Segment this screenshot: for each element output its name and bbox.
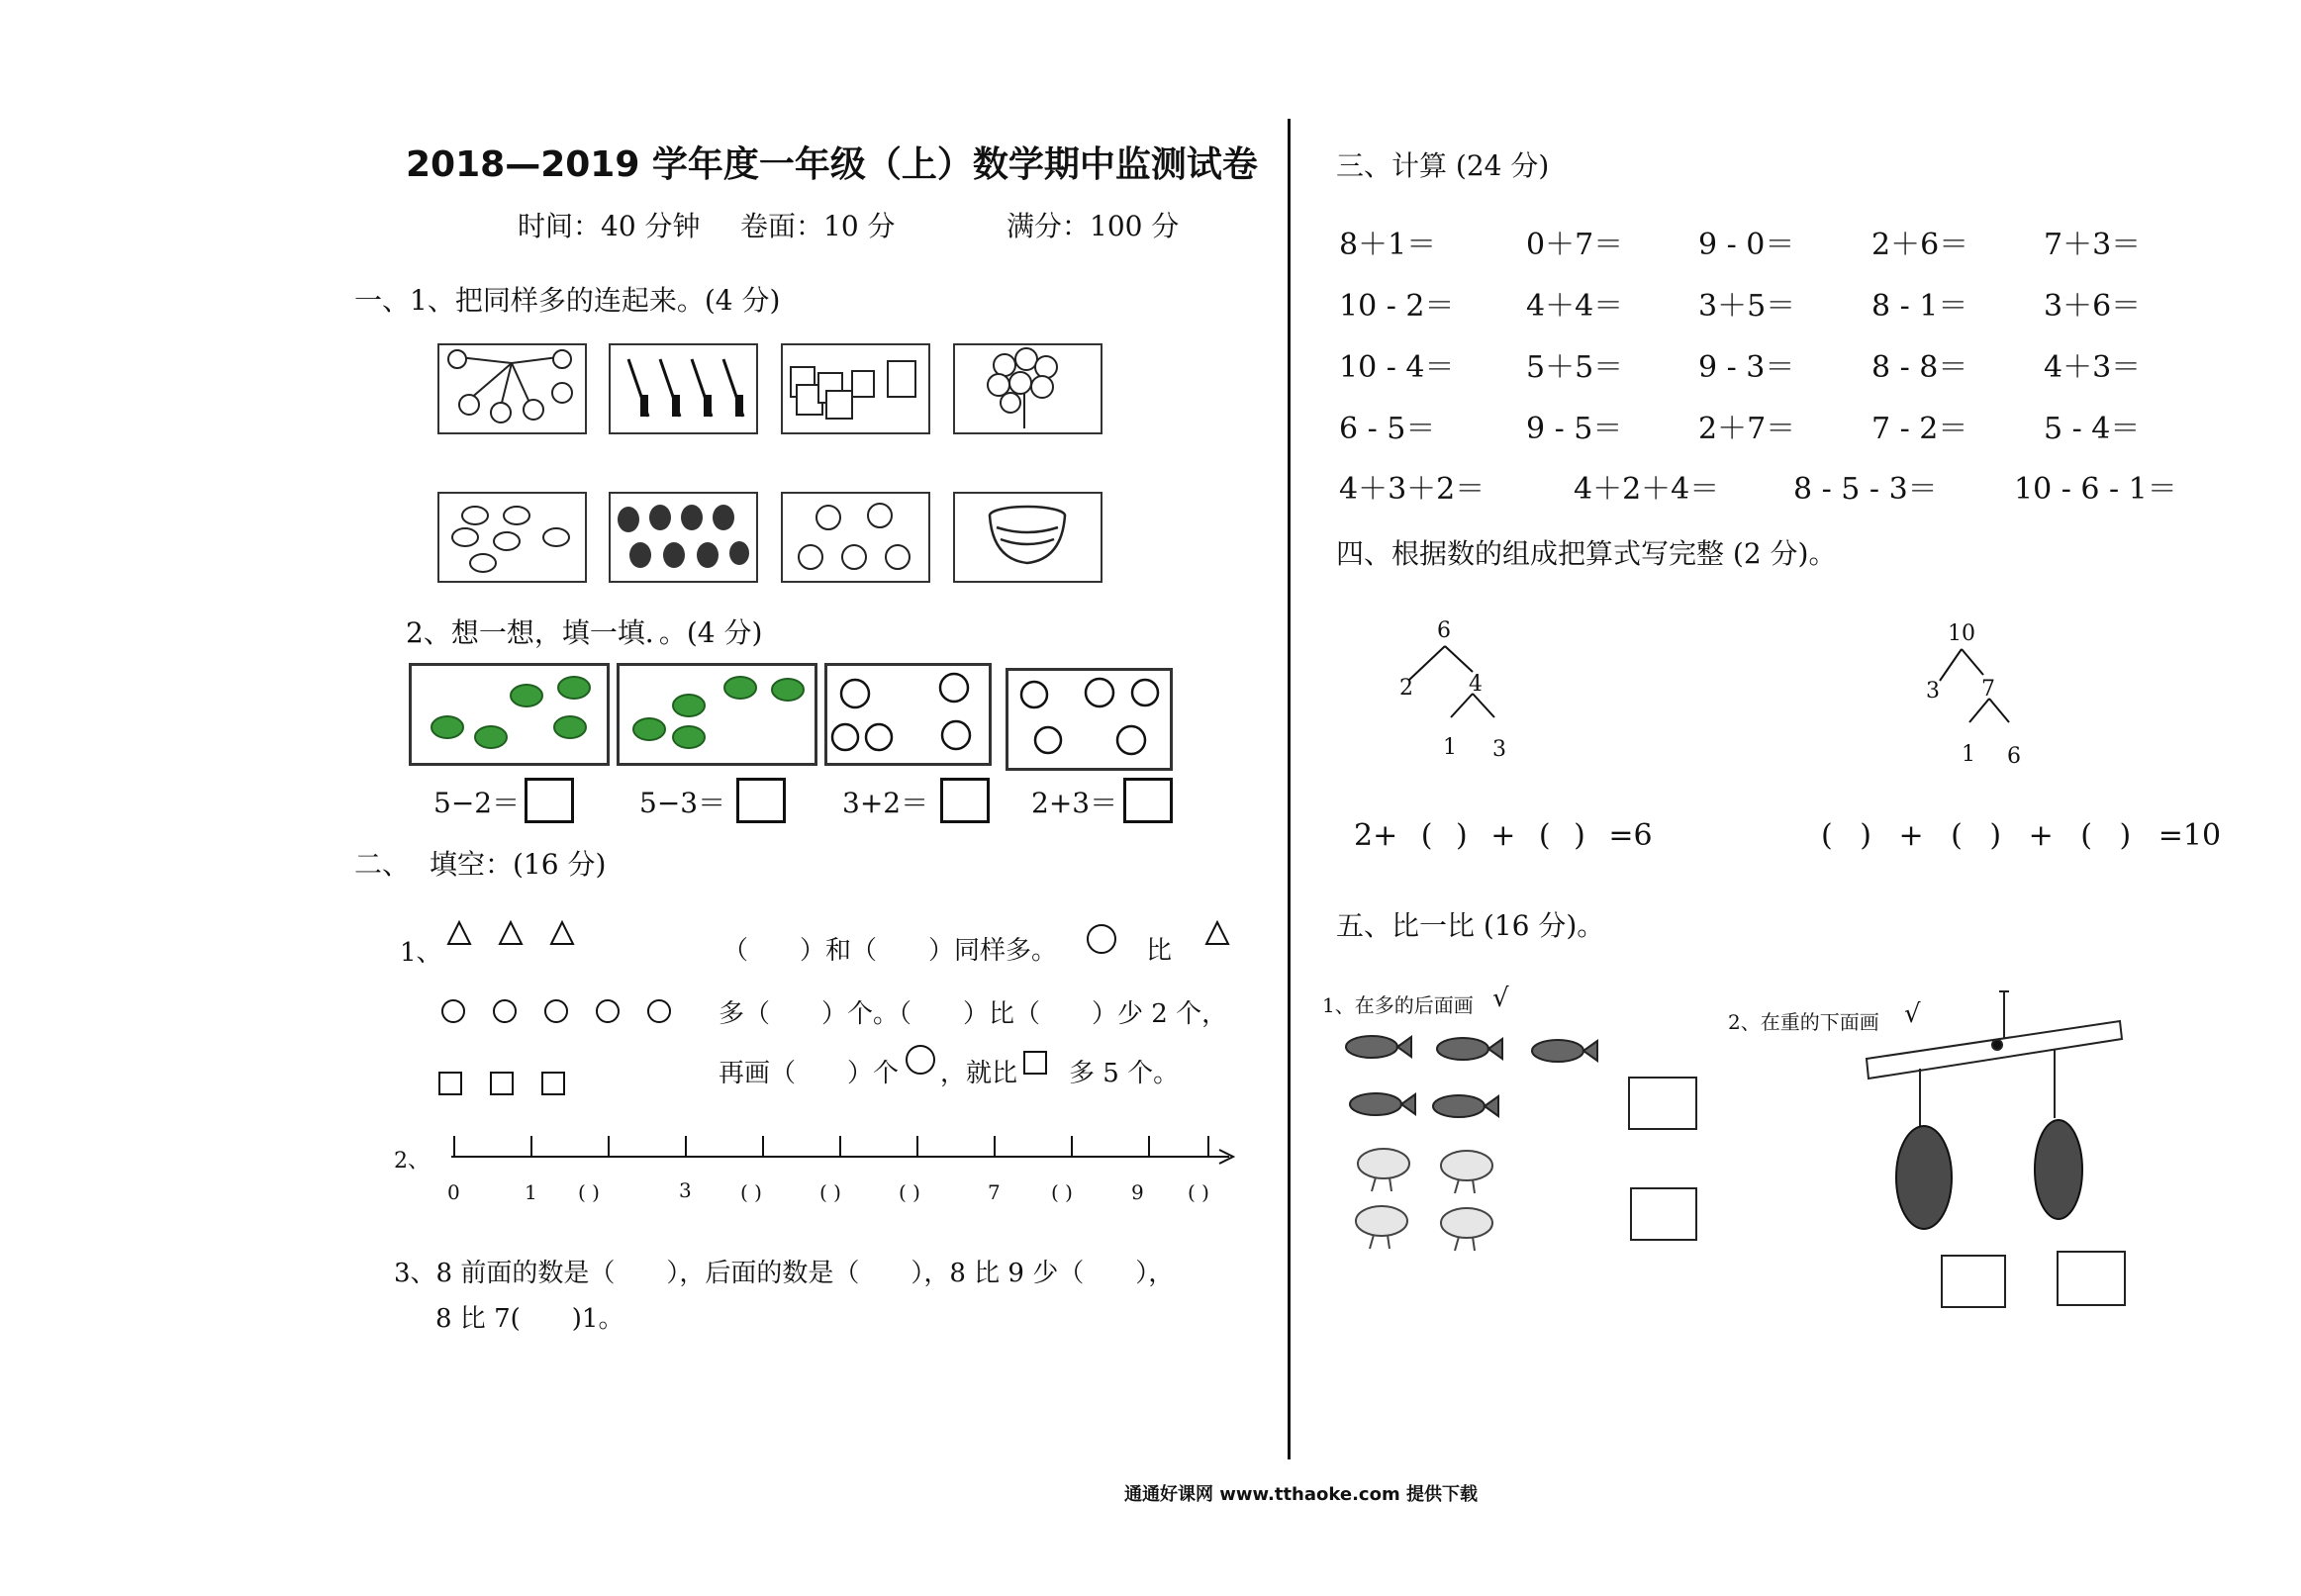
tree-right-left: 1 <box>1962 742 1975 767</box>
balance-scale-picture <box>1861 980 2128 1276</box>
square-icon <box>1021 1049 1049 1077</box>
answer-box-birds[interactable] <box>1630 1187 1697 1241</box>
number-line-blank[interactable]: ( ) <box>899 1180 920 1204</box>
tree-right-right: 6 <box>2007 744 2021 769</box>
equation-1: 5−2＝ <box>433 787 521 819</box>
calc-item: 4＋4＝ <box>1526 289 1624 324</box>
calc-item: 4＋3＋2＝ <box>1339 472 1486 507</box>
calc-item: 7 - 2＝ <box>1871 412 1968 446</box>
number-line-blank[interactable]: ( ) <box>819 1180 841 1204</box>
exam-time: 时间：40 分钟 <box>518 210 701 242</box>
calc-item: 8 - 5 - 3＝ <box>1793 472 1938 507</box>
section4-heading: 四、根据数的组成把算式写完整 (2 分)。 <box>1336 537 1837 570</box>
equation-4: 2+3＝ <box>1031 787 1118 819</box>
column-divider <box>1288 119 1291 1459</box>
tree-root: 6 <box>1437 618 1451 643</box>
answer-box-fish[interactable] <box>1628 1077 1697 1130</box>
tree-left: 2 <box>1399 676 1413 701</box>
calc-item: 2＋6＝ <box>1871 228 1969 262</box>
number-line-label: 1 <box>525 1180 537 1204</box>
page-title: 2018—2019 学年度一年级（上）数学期中监测试卷 <box>406 144 1258 185</box>
calc-item: 8＋1＝ <box>1339 228 1437 262</box>
calc-item: 0＋7＝ <box>1526 228 1624 262</box>
triangles-row <box>443 918 582 948</box>
turtles-picture-2 <box>617 663 817 766</box>
calc-item: 6 - 5＝ <box>1339 412 1436 446</box>
tree-right: 7 <box>1981 677 1995 702</box>
answer-box-left[interactable] <box>1941 1255 2006 1308</box>
number-line-blank[interactable]: ( ) <box>578 1180 600 1204</box>
chicks-picture-2 <box>1006 668 1173 771</box>
calc-item: 5＋5＝ <box>1526 350 1624 385</box>
number-tree-10 <box>1922 621 2061 770</box>
footer-text: 通通好课网 www.tthaoke.com 提供下载 <box>1124 1484 1478 1505</box>
answer-box-2[interactable] <box>736 778 786 823</box>
calc-item: 8 - 1＝ <box>1871 289 1968 324</box>
circles-row <box>435 995 673 1027</box>
calc-item: 2＋7＝ <box>1698 412 1796 446</box>
number-line-label: 9 <box>1131 1180 1144 1204</box>
check-mark-icon: √ <box>1904 999 1921 1029</box>
neatness-score: 卷面：10 分 <box>740 210 896 242</box>
squares-row <box>435 1069 574 1098</box>
q1-2-label: 2、想一想，填一填．。(4 分) <box>406 616 763 649</box>
calc-item: 7＋3＝ <box>2044 228 2142 262</box>
q2-3-line1: 3、8 前面的数是（ ），后面的数是（ ），8 比 9 少（ ）， <box>394 1259 1175 1288</box>
full-score: 满分：100 分 <box>1007 210 1180 242</box>
calc-item: 8 - 8＝ <box>1871 350 1968 385</box>
equation-tree-10: ( ) + ( ) + ( ) =10 <box>1821 818 2222 853</box>
calc-item: 4＋3＝ <box>2044 350 2142 385</box>
number-line-label: 0 <box>447 1180 460 1204</box>
bowl-picture <box>953 492 1103 583</box>
q2-1-line3a: 再画（ ）个 <box>719 1059 900 1088</box>
number-line-blank[interactable]: ( ) <box>1188 1180 1209 1204</box>
triangle-icon <box>1201 918 1233 948</box>
calc-item: 10 - 2＝ <box>1339 289 1455 324</box>
q2-1-number: 1、 <box>400 938 442 968</box>
q1-1-label: 一、1、把同样多的连起来。(4 分) <box>354 284 781 317</box>
calc-item: 10 - 6 - 1＝ <box>2014 472 2177 507</box>
check-mark-icon: √ <box>1492 984 1509 1013</box>
number-line-label: 3 <box>679 1178 692 1202</box>
answer-box-right[interactable] <box>2057 1251 2126 1306</box>
books-picture <box>781 343 930 434</box>
tree-root: 10 <box>1948 621 1975 646</box>
fish-and-birds-picture <box>1332 1019 1609 1257</box>
q2-1-line1: （ ）和（ ）同样多。 <box>722 936 1058 966</box>
q2-1-compare: 比 <box>1146 936 1173 966</box>
calc-item: 10 - 4＝ <box>1339 350 1455 385</box>
balloons-picture <box>953 343 1103 434</box>
calc-item: 9 - 5＝ <box>1526 412 1623 446</box>
answer-box-3[interactable] <box>940 778 990 823</box>
equation-tree-6: 2+ ( ) + ( ) =6 <box>1354 818 1653 853</box>
answer-box-4[interactable] <box>1123 778 1173 823</box>
number-line-blank[interactable]: ( ) <box>1051 1180 1073 1204</box>
section2-number: 二、 <box>354 848 411 881</box>
section5-heading: 五、比一比 (16 分)。 <box>1336 909 1605 942</box>
q2-1-line3b: ，就比 <box>940 1059 1018 1088</box>
number-line-blank[interactable]: ( ) <box>740 1180 762 1204</box>
calc-item: 3＋5＝ <box>1698 289 1796 324</box>
chicks-picture-1 <box>824 663 992 766</box>
q2-3-line2: 8 比 7( )1。 <box>435 1304 624 1334</box>
tree-right: 4 <box>1469 672 1483 697</box>
circle-icon <box>904 1043 937 1077</box>
equation-3: 3+2＝ <box>842 787 929 819</box>
number-line-label: 7 <box>988 1180 1001 1204</box>
arrow-right-icon <box>1217 1148 1237 1166</box>
number-tree-6 <box>1386 618 1524 767</box>
calc-item: 9 - 3＝ <box>1698 350 1795 385</box>
q2-2-number: 2、 <box>394 1149 430 1174</box>
section3-heading: 三、计算 (24 分) <box>1336 149 1550 182</box>
section2-heading: 填空：(16 分) <box>430 848 607 881</box>
q5-1-label: 1、在多的后面画 <box>1322 993 1474 1017</box>
tree-left: 3 <box>1926 679 1940 704</box>
tree-right-right: 3 <box>1492 737 1506 762</box>
flowers-picture <box>437 492 587 583</box>
calc-item: 9 - 0＝ <box>1698 228 1795 262</box>
q5-2-label: 2、在重的下面画 <box>1728 1010 1879 1034</box>
peaches-picture <box>781 492 930 583</box>
calc-item: 4＋2＋4＝ <box>1574 472 1720 507</box>
knives-picture <box>609 343 758 434</box>
q2-1-line2: 多（ ）个。（ ）比（ ）少 2 个， <box>719 999 1228 1029</box>
q2-1-line3c: 多 5 个。 <box>1069 1059 1180 1088</box>
turtles-picture-1 <box>409 663 610 766</box>
tree-right-left: 1 <box>1443 735 1457 760</box>
strawberries-picture <box>609 492 758 583</box>
answer-box-1[interactable] <box>525 778 574 823</box>
circle-icon <box>1085 922 1118 956</box>
equation-2: 5−3＝ <box>639 787 726 819</box>
calc-item: 5 - 4＝ <box>2044 412 2141 446</box>
balls-on-strings-picture <box>437 343 587 434</box>
calc-item: 3＋6＝ <box>2044 289 2142 324</box>
